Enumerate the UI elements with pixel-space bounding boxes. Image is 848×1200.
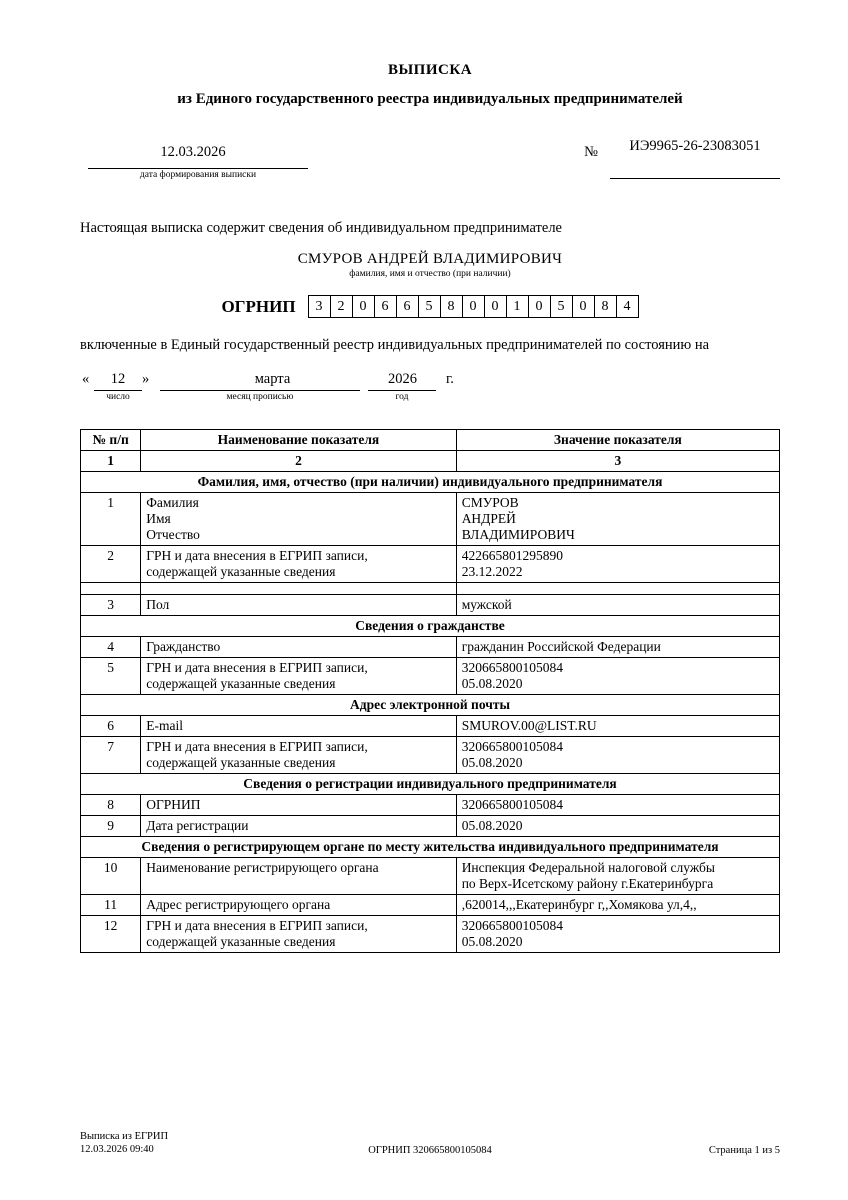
column-header-name: Наименование показателя: [141, 430, 456, 451]
table-row: [81, 816, 780, 837]
table-row: [81, 658, 780, 695]
year-suffix: г.: [446, 371, 454, 387]
row-index-cell: 6: [81, 716, 141, 737]
ogrnip-digit: 6: [397, 296, 419, 317]
row-index-cell: 4: [81, 637, 141, 658]
table-row: [81, 546, 780, 583]
row-name-cell: E-mail: [141, 716, 456, 737]
ogrnip-digit: 8: [595, 296, 617, 317]
row-index-cell: 12: [81, 916, 141, 953]
table-section-row: [81, 695, 780, 716]
ogrnip-digit: 3: [309, 296, 331, 317]
ogrnip-digit: 1: [507, 296, 529, 317]
row-value-cell: гражданин Российской Федерации: [456, 637, 779, 658]
table-header-row: [81, 430, 780, 451]
row-index-cell: 1: [81, 493, 141, 546]
row-index-cell: 10: [81, 858, 141, 895]
table-row: [81, 895, 780, 916]
ogrnip-digit: 0: [463, 296, 485, 317]
ogrnip-digit: 2: [331, 296, 353, 317]
intro-text: Настоящая выписка содержит сведения об индивидуальном предпринимателе: [80, 220, 562, 236]
year-value: 2026: [388, 371, 417, 387]
ogrnip-digit: 0: [485, 296, 507, 317]
document-header: [80, 62, 780, 108]
table-row: [81, 595, 780, 616]
ogrnip-digit: 0: [529, 296, 551, 317]
table-row: [81, 795, 780, 816]
table-section-row: [81, 837, 780, 858]
table-row: [81, 858, 780, 895]
row-index-cell: 11: [81, 895, 141, 916]
row-name-cell: Пол: [141, 595, 456, 616]
number-rule: [610, 178, 780, 179]
document-content: [80, 0, 780, 953]
footer-page: Страница 1 из 5: [708, 1145, 780, 1156]
table-section-title: Сведения о регистрирующем органе по месту жительства индивидуального предпринимателя: [81, 837, 780, 858]
date-in-words: [80, 367, 780, 413]
ogrnip-digit: 4: [623, 299, 631, 314]
row-index-cell: 7: [81, 737, 141, 774]
ogrnip-digit: 5: [551, 296, 573, 317]
row-index-cell: 5: [81, 658, 141, 695]
month-rule: [160, 390, 360, 391]
row-name-cell: ГРН и дата внесения в ЕГРИП записи, содержащей указанные сведения: [141, 546, 456, 583]
number-value: ИЭ9965-26-23083051: [629, 138, 761, 154]
column-number-1: 1: [81, 451, 141, 472]
day-caption: число: [106, 392, 130, 402]
quote-close: »: [142, 371, 150, 387]
table-row: [81, 493, 780, 546]
number-label: №: [584, 144, 598, 160]
row-name-cell: Гражданство: [141, 637, 456, 658]
row-value-cell: 422665801295890 23.12.2022: [456, 546, 779, 583]
column-number-2: 2: [141, 451, 456, 472]
spacer-cell: [81, 583, 141, 595]
year-caption: год: [395, 392, 409, 402]
fio-block: [80, 251, 780, 279]
formation-date-caption: дата формирования выписки: [139, 170, 257, 180]
entrepreneur-name: СМУРОВ АНДРЕЙ ВЛАДИМИРОВИЧ: [297, 251, 563, 267]
quote-open: «: [82, 371, 90, 387]
ogrnip-digit-boxes: [308, 295, 639, 318]
meta-row: [80, 138, 780, 198]
ogrnip-label: ОГРНИП: [221, 296, 296, 316]
row-value-cell: 320665800105084 05.08.2020: [456, 737, 779, 774]
table-row: [81, 637, 780, 658]
row-value-cell: 320665800105084 05.08.2020: [456, 658, 779, 695]
table-section-title: Сведения о регистрации индивидуального предпринимателя: [81, 774, 780, 795]
ogrnip-digit: 6: [375, 296, 397, 317]
table-row: [81, 916, 780, 953]
row-value-cell: 05.08.2020: [456, 816, 779, 837]
row-value-cell: SMUROV.00@LIST.RU: [456, 716, 779, 737]
table-spacer-row: [81, 583, 780, 595]
row-name-cell: ГРН и дата внесения в ЕГРИП записи, содержащей указанные сведения: [141, 737, 456, 774]
day-value: 12: [110, 371, 126, 387]
spacer-cell: [141, 583, 456, 595]
row-index-cell: 2: [81, 546, 141, 583]
day-rule: [94, 390, 142, 391]
row-name-cell: ОГРНИП: [141, 795, 456, 816]
table-section-title: Фамилия, имя, отчество (при наличии) индивидуального предпринимателя: [81, 472, 780, 493]
row-name-cell: Наименование регистрирующего органа: [141, 858, 456, 895]
table-section-title: Адрес электронной почты: [81, 695, 780, 716]
row-name-cell: Дата регистрации: [141, 816, 456, 837]
footer-center: ОГРНИП 320665800105084: [368, 1145, 492, 1156]
column-number-3: 3: [456, 451, 779, 472]
row-value-cell: Инспекция Федеральной налоговой службы по Верх-Исетскому району г.Екатеринбурга: [456, 858, 779, 895]
table-row: [81, 737, 780, 774]
row-name-cell: Фамилия Имя Отчество: [141, 493, 456, 546]
formation-date-rule: [88, 168, 308, 169]
year-rule: [368, 390, 436, 391]
table-column-numbers-row: [81, 451, 780, 472]
table-section-title: Сведения о гражданстве: [81, 616, 780, 637]
footer-doc-name: Выписка из ЕГРИП: [80, 1131, 169, 1142]
entrepreneur-name-caption: фамилия, имя и отчество (при наличии): [349, 269, 511, 279]
row-index-cell: 8: [81, 795, 141, 816]
row-index-cell: 9: [81, 816, 141, 837]
table-section-row: [81, 774, 780, 795]
month-value: марта: [254, 371, 291, 387]
row-value-cell: 320665800105084 05.08.2020: [456, 916, 779, 953]
spacer-cell: [456, 583, 779, 595]
column-header-value: Значение показателя: [456, 430, 779, 451]
row-name-cell: Адрес регистрирующего органа: [141, 895, 456, 916]
ogrnip-digit: 0: [573, 296, 595, 317]
table-section-row: [81, 472, 780, 493]
row-index-cell: 3: [81, 595, 141, 616]
month-caption: месяц прописью: [226, 392, 294, 402]
formation-date-value: 12.03.2026: [160, 144, 226, 160]
table-section-row: [81, 616, 780, 637]
statement-text: включенные в Единый государственный реестр индивидуальных предпринимателей по состоянию на: [80, 337, 710, 353]
row-value-cell: ,620014,,,Екатеринбург г,,Хомякова ул,4,,: [456, 895, 779, 916]
page-title: ВЫПИСКА: [387, 62, 473, 78]
ogrnip-digit: 0: [353, 296, 375, 317]
table-row: [81, 716, 780, 737]
row-value-cell: мужской: [456, 595, 779, 616]
details-table: [80, 429, 780, 953]
row-value-cell: 320665800105084: [456, 795, 779, 816]
ogrnip-digit: 5: [419, 296, 441, 317]
column-header-index: № п/п: [81, 430, 141, 451]
row-name-cell: ГРН и дата внесения в ЕГРИП записи, содержащей указанные сведения: [141, 916, 456, 953]
row-name-cell: ГРН и дата внесения в ЕГРИП записи, содержащей указанные сведения: [141, 658, 456, 695]
row-value-cell: СМУРОВ АНДРЕЙ ВЛАДИМИРОВИЧ: [456, 493, 779, 546]
ogrnip-digit: 8: [441, 296, 463, 317]
ogrnip-row: [80, 295, 780, 318]
page-subtitle: из Единого государственного реестра индивидуальных предпринимателей: [177, 91, 683, 107]
footer-generated: 12.03.2026 09:40: [80, 1144, 154, 1155]
